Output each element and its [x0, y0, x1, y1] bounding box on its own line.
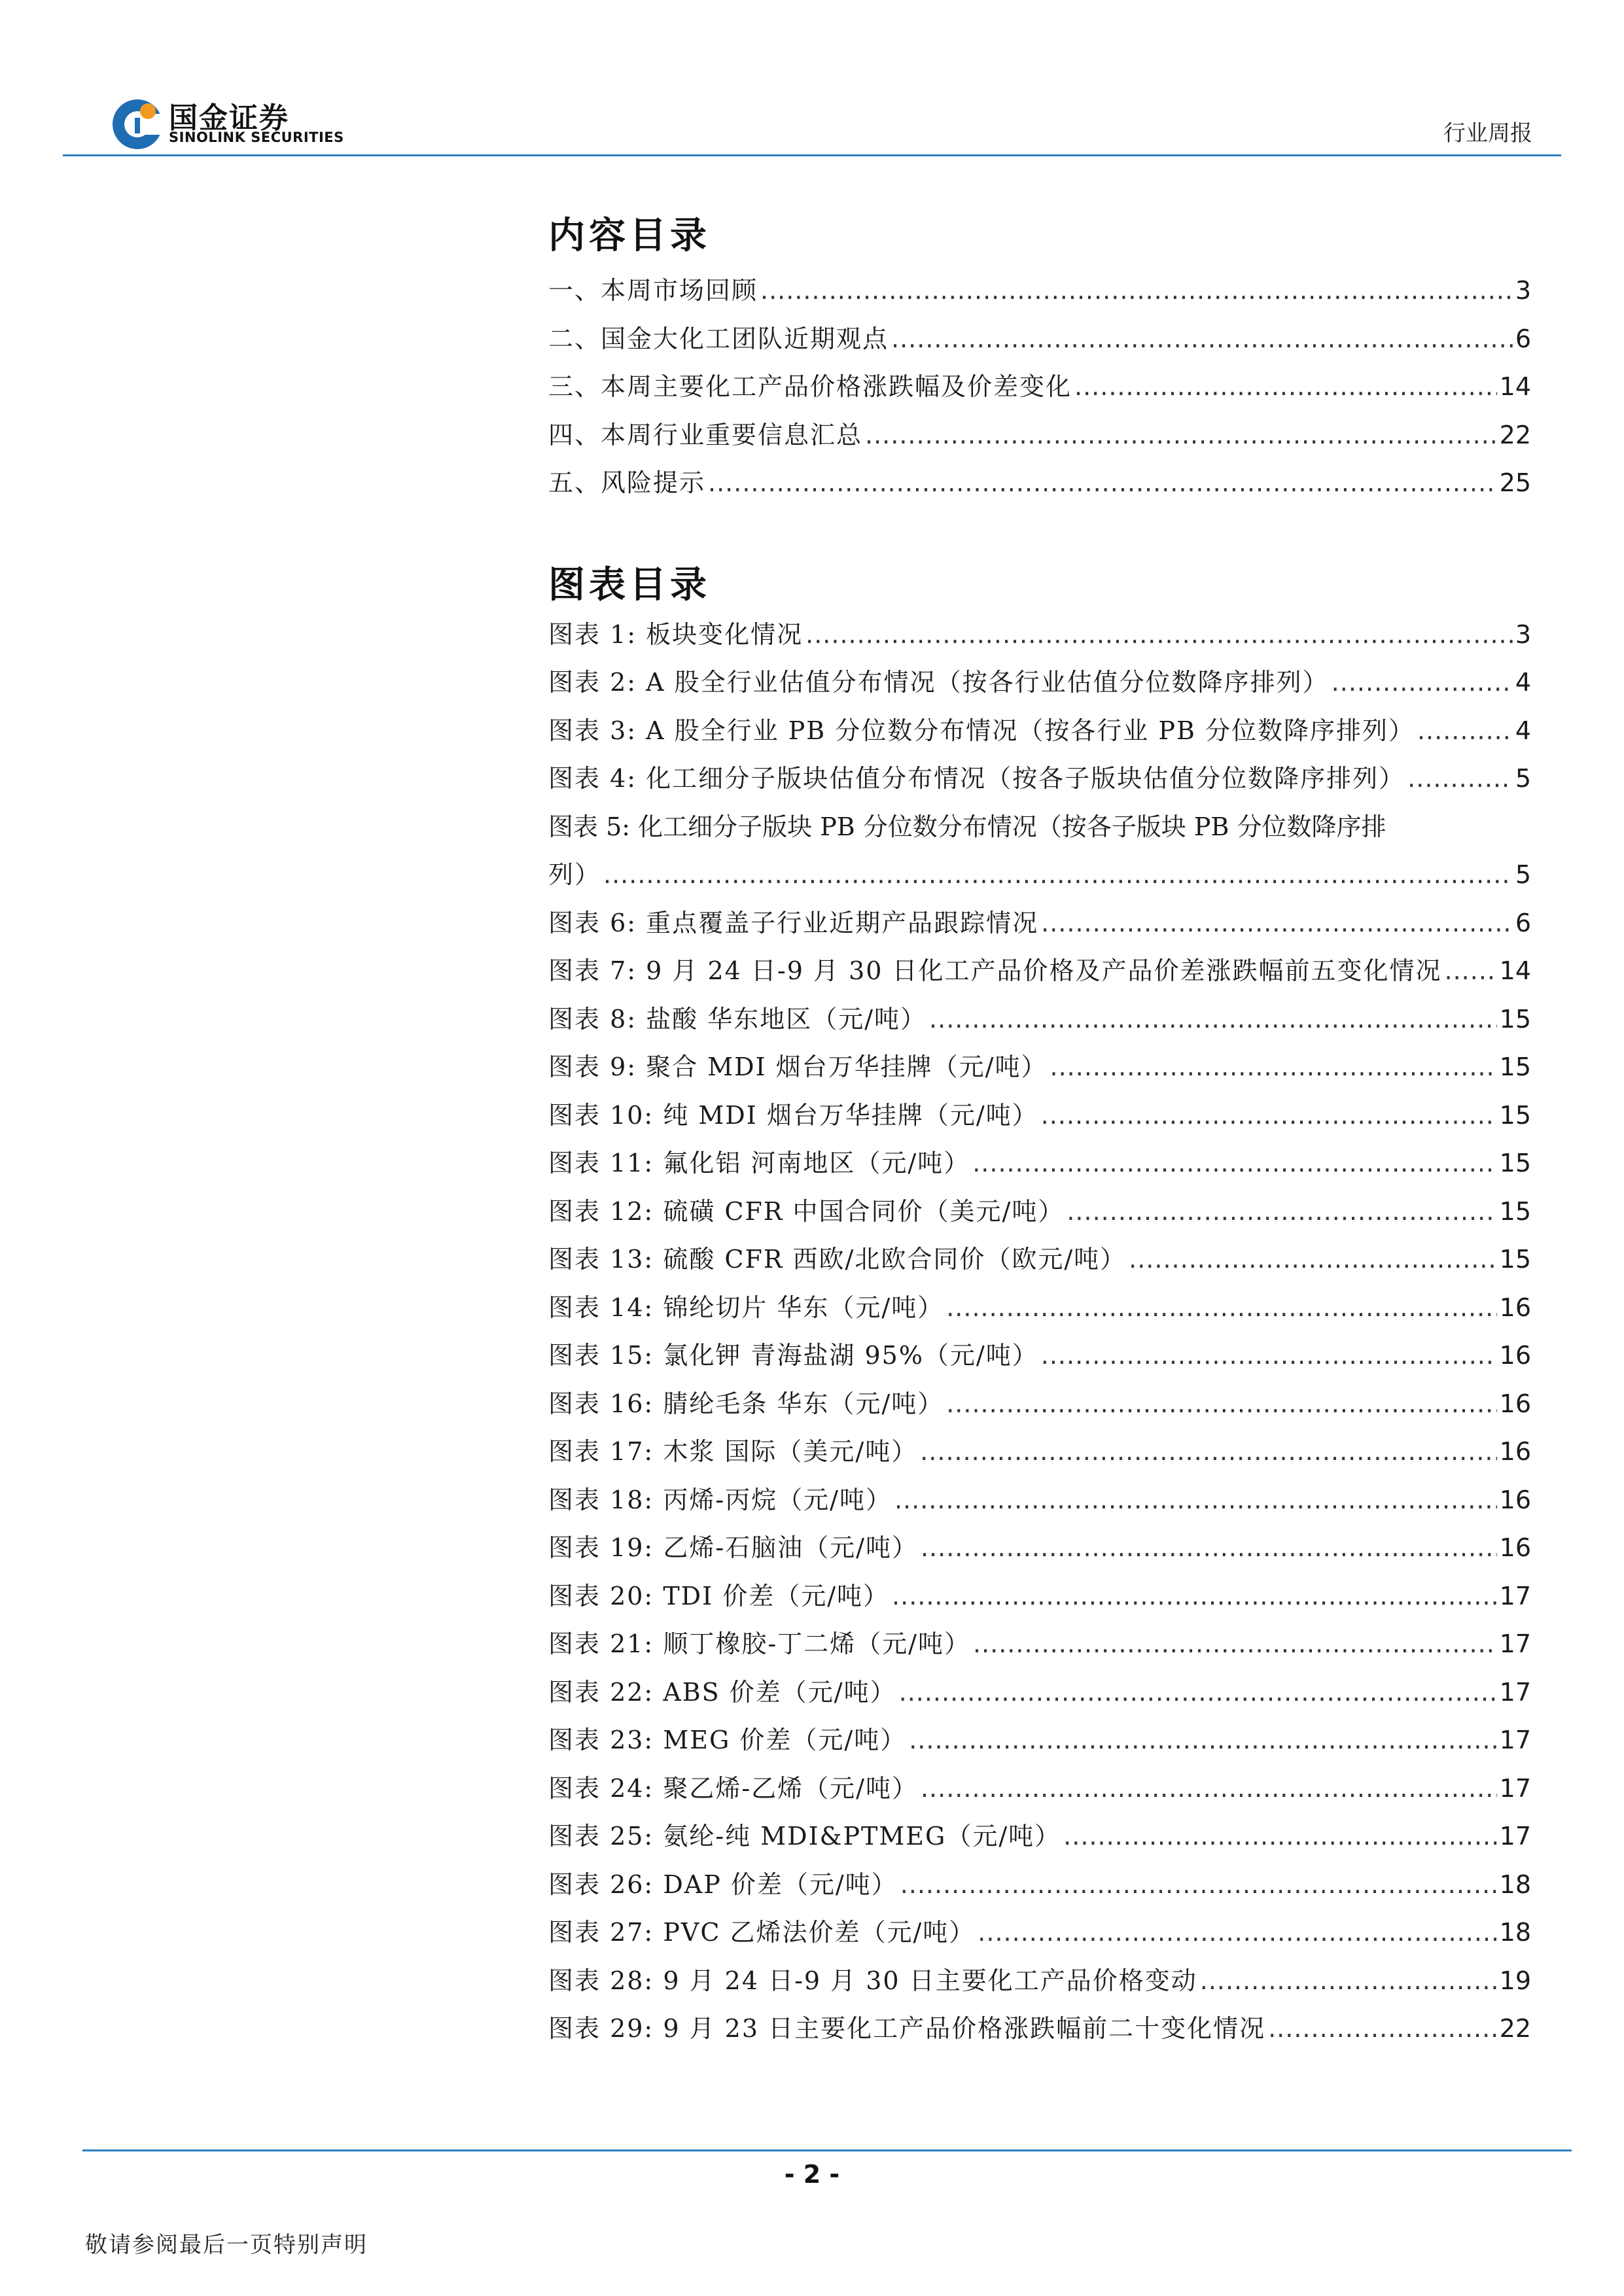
toc-page-number: 18 — [1499, 1870, 1531, 1899]
table-of-contents — [548, 209, 1531, 2053]
toc-entry[interactable] — [548, 1332, 1531, 1380]
toc-leader-dots — [894, 1476, 1497, 1525]
toc-page-number: 22 — [1499, 420, 1531, 449]
toc-page-number: 15 — [1499, 1149, 1531, 1177]
toc-entry-label: 图表 25: 氨纶-纯 MDI&PTMEG（元/吨） — [548, 1822, 1061, 1851]
toc-leader-dots — [1445, 947, 1497, 996]
toc-leader-dots — [900, 1861, 1497, 1909]
toc-entry-label: 图表 11: 氟化铝 河南地区（元/吨） — [548, 1149, 970, 1177]
toc-entry[interactable] — [548, 1043, 1531, 1092]
toc-leader-dots — [1417, 707, 1513, 756]
toc-page-number: 16 — [1499, 1485, 1531, 1514]
toc-entry-label: 图表 9: 聚合 MDI 烟台万华挂牌（元/吨） — [548, 1052, 1048, 1081]
toc-leader-dots — [760, 267, 1513, 315]
toc-entry-label: 图表 21: 顺丁橡胶-丁二烯（元/吨） — [548, 1629, 970, 1658]
toc-page-number: 18 — [1499, 1918, 1531, 1947]
toc-entry[interactable] — [548, 2005, 1531, 2053]
toc-entry-label: 一、本周市场回顾 — [548, 276, 758, 305]
charts-list — [548, 611, 1531, 2053]
toc-page-number: 5 — [1515, 860, 1531, 889]
toc-entry[interactable] — [548, 1139, 1531, 1188]
toc-entry[interactable] — [548, 1573, 1531, 1621]
report-type-label: 行业周报 — [1443, 120, 1532, 147]
toc-entry[interactable] — [548, 1620, 1531, 1669]
toc-page-number: 19 — [1499, 1966, 1531, 1995]
toc-entry-label: 图表 8: 盐酸 华东地区（元/吨） — [548, 1004, 927, 1034]
toc-entry-label: 图表 14: 锦纶切片 华东（元/吨） — [548, 1293, 944, 1322]
toc-entry-label: 二、国金大化工团队近期观点 — [548, 324, 889, 353]
toc-leader-dots — [946, 1380, 1496, 1429]
toc-entry-label: 图表 5: 化工细分子版块 PB 分位数分布情况（按各子版块 PB 分位数降序排 — [548, 812, 1386, 841]
toc-leader-dots — [920, 1428, 1496, 1476]
toc-entry[interactable] — [548, 1765, 1531, 1813]
toc-leader-dots — [1041, 1332, 1497, 1380]
toc-page-number: 17 — [1499, 1677, 1531, 1707]
toc-page-number: 15 — [1499, 1196, 1531, 1226]
toc-page-number: 4 — [1515, 716, 1531, 745]
toc-entry-label: 图表 23: MEG 价差（元/吨） — [548, 1726, 907, 1754]
toc-leader-dots — [892, 1573, 1497, 1621]
toc-leader-dots — [909, 1716, 1496, 1765]
toc-entry-label: 图表 26: DAP 价差（元/吨） — [548, 1870, 898, 1899]
toc-entry-label: 图表 6: 重点覆盖子行业近期产品跟踪情况 — [548, 908, 1039, 937]
toc-leader-dots — [865, 411, 1497, 460]
toc-entry[interactable] — [548, 1716, 1531, 1765]
toc-entry-label: 图表 17: 木浆 国际（美元/吨） — [548, 1437, 918, 1466]
toc-page-number: 15 — [1499, 1245, 1531, 1274]
toc-entry-label: 图表 13: 硫酸 CFR 西欧/北欧合同价（欧元/吨） — [548, 1245, 1127, 1274]
toc-entry-label: 图表 18: 丙烯-丙烷（元/吨） — [548, 1485, 892, 1514]
contents-heading: 内容目录 — [548, 214, 711, 257]
toc-entry[interactable] — [548, 1909, 1531, 1957]
toc-entry[interactable] — [548, 411, 1531, 460]
toc-leader-dots — [805, 611, 1513, 659]
toc-page-number: 4 — [1515, 668, 1531, 697]
toc-entry-label: 图表 10: 纯 MDI 烟台万华挂牌（元/吨） — [548, 1100, 1038, 1130]
toc-page-number: 17 — [1499, 1822, 1531, 1851]
toc-entry[interactable] — [548, 659, 1531, 707]
toc-entry-label: 四、本周行业重要信息汇总 — [548, 420, 863, 449]
toc-entry[interactable] — [548, 707, 1531, 756]
sinolink-logo-icon — [109, 94, 174, 152]
footer-divider — [82, 2149, 1572, 2151]
toc-page-number: 6 — [1515, 324, 1531, 353]
toc-entry[interactable] — [548, 611, 1531, 659]
toc-page-number: 25 — [1499, 468, 1531, 497]
header-divider — [63, 154, 1561, 156]
toc-leader-dots — [1129, 1236, 1497, 1284]
toc-entry[interactable] — [548, 459, 1531, 508]
toc-leader-dots — [708, 459, 1497, 508]
toc-page-number: 16 — [1499, 1341, 1531, 1370]
toc-leader-dots — [921, 1765, 1497, 1813]
toc-page-number: 17 — [1499, 1726, 1531, 1754]
toc-entry-label: 图表 19: 乙烯-石脑油（元/吨） — [548, 1533, 918, 1562]
page-number: - 2 - — [784, 2160, 840, 2189]
toc-entry-label: 图表 20: TDI 价差（元/吨） — [548, 1581, 890, 1610]
toc-page-number: 16 — [1499, 1389, 1531, 1418]
toc-entry[interactable] — [548, 1188, 1531, 1236]
toc-page-number: 17 — [1499, 1581, 1531, 1610]
toc-entry-label: 图表 15: 氯化钾 青海盐湖 95%（元/吨） — [548, 1341, 1038, 1370]
toc-entry-label: 图表 29: 9 月 23 日主要化工产品价格涨跌幅前二十变化情况 — [548, 2014, 1266, 2043]
toc-entry[interactable] — [548, 947, 1531, 996]
toc-entry-label: 图表 24: 聚乙烯-乙烯（元/吨） — [548, 1773, 918, 1803]
toc-entry-label: 图表 3: A 股全行业 PB 分位数分布情况（按各行业 PB 分位数降序排列） — [548, 716, 1415, 745]
toc-leader-dots — [1074, 363, 1497, 411]
toc-entry[interactable] — [548, 996, 1531, 1044]
toc-page-number: 14 — [1499, 956, 1531, 985]
toc-entry[interactable] — [548, 1813, 1531, 1861]
logo-name-cn: 国金证券 — [169, 101, 289, 135]
toc-leader-dots — [973, 1620, 1497, 1669]
toc-entry[interactable] — [548, 1236, 1531, 1284]
toc-leader-dots — [1063, 1813, 1496, 1861]
toc-leader-dots — [1041, 1092, 1497, 1140]
toc-leader-dots — [1050, 1043, 1497, 1092]
toc-entry[interactable] — [548, 1092, 1531, 1140]
toc-entry-label: 三、本周主要化工产品价格涨跌幅及价差变化 — [548, 372, 1072, 401]
toc-leader-dots — [603, 851, 1513, 899]
footer-disclaimer: 敬请参阅最后一页特别声明 — [85, 2232, 368, 2258]
toc-entry-label: 图表 2: A 股全行业估值分布情况（按各行业估值分位数降序排列） — [548, 668, 1329, 697]
toc-entry-label: 图表 28: 9 月 24 日-9 月 30 日主要化工产品价格变动 — [548, 1966, 1197, 1995]
toc-entry[interactable] — [548, 1428, 1531, 1476]
toc-page-number: 17 — [1499, 1629, 1531, 1658]
toc-page-number: 16 — [1499, 1293, 1531, 1322]
toc-leader-dots — [929, 996, 1497, 1044]
toc-page-number: 16 — [1499, 1533, 1531, 1562]
toc-entry[interactable] — [548, 1957, 1531, 2006]
page-header — [63, 92, 1561, 157]
toc-page-number: 3 — [1515, 276, 1531, 305]
toc-page-number: 3 — [1515, 619, 1531, 649]
toc-page-number: 5 — [1515, 764, 1531, 793]
toc-entry[interactable] — [548, 1861, 1531, 1909]
toc-entry[interactable] — [548, 1284, 1531, 1332]
contents-list — [548, 267, 1531, 508]
toc-page-number: 15 — [1499, 1004, 1531, 1034]
toc-entry[interactable] — [548, 1380, 1531, 1429]
toc-entry[interactable] — [548, 1476, 1531, 1525]
logo-name-en: SINOLINK SECURITIES — [169, 130, 344, 145]
toc-page-number: 16 — [1499, 1437, 1531, 1466]
toc-leader-dots — [1407, 755, 1513, 803]
toc-entry-label: 图表 7: 9 月 24 日-9 月 30 日化工产品价格及产品价差涨跌幅前五变化情况 — [548, 956, 1442, 985]
toc-entry-label: 五、风险提示 — [548, 468, 706, 497]
toc-page-number: 14 — [1499, 372, 1531, 401]
toc-leader-dots — [921, 1524, 1497, 1573]
toc-leader-dots — [946, 1284, 1496, 1332]
toc-leader-dots — [1332, 659, 1513, 707]
toc-entry[interactable] — [548, 267, 1531, 315]
toc-leader-dots — [891, 315, 1513, 364]
toc-leader-dots — [1067, 1188, 1496, 1236]
toc-entry-label: 图表 22: ABS 价差（元/吨） — [548, 1677, 896, 1707]
toc-leader-dots — [972, 1139, 1496, 1188]
toc-entry[interactable] — [548, 755, 1531, 803]
toc-page-number: 17 — [1499, 1773, 1531, 1803]
toc-entry[interactable] — [548, 1669, 1531, 1717]
toc-entry[interactable] — [548, 899, 1531, 948]
toc-entry[interactable] — [548, 363, 1531, 411]
toc-entry-label: 图表 1: 板块变化情况 — [548, 619, 803, 649]
toc-leader-dots — [1041, 899, 1513, 948]
charts-heading: 图表目录 — [548, 563, 711, 606]
toc-page-number: 22 — [1499, 2014, 1531, 2043]
toc-entry-line[interactable] — [548, 803, 1531, 852]
toc-leader-dots — [1200, 1957, 1497, 2006]
toc-entry-label: 图表 12: 硫磺 CFR 中国合同价（美元/吨） — [548, 1196, 1065, 1226]
toc-entry-label: 列） — [548, 860, 601, 889]
toc-page-number: 6 — [1515, 908, 1531, 937]
toc-entry-label: 图表 4: 化工细分子版块估值分布情况（按各子版块估值分位数降序排列） — [548, 764, 1405, 793]
toc-page-number: 15 — [1499, 1052, 1531, 1081]
toc-entry[interactable] — [548, 1524, 1531, 1573]
toc-entry[interactable] — [548, 851, 1531, 899]
toc-entry[interactable] — [548, 315, 1531, 364]
toc-leader-dots — [1268, 2005, 1497, 2053]
toc-entry-label: 图表 16: 腈纶毛条 华东（元/吨） — [548, 1389, 944, 1418]
toc-leader-dots — [978, 1909, 1496, 1957]
toc-entry-label: 图表 27: PVC 乙烯法价差（元/吨） — [548, 1918, 976, 1947]
toc-leader-dots — [899, 1669, 1497, 1717]
toc-page-number: 15 — [1499, 1100, 1531, 1130]
